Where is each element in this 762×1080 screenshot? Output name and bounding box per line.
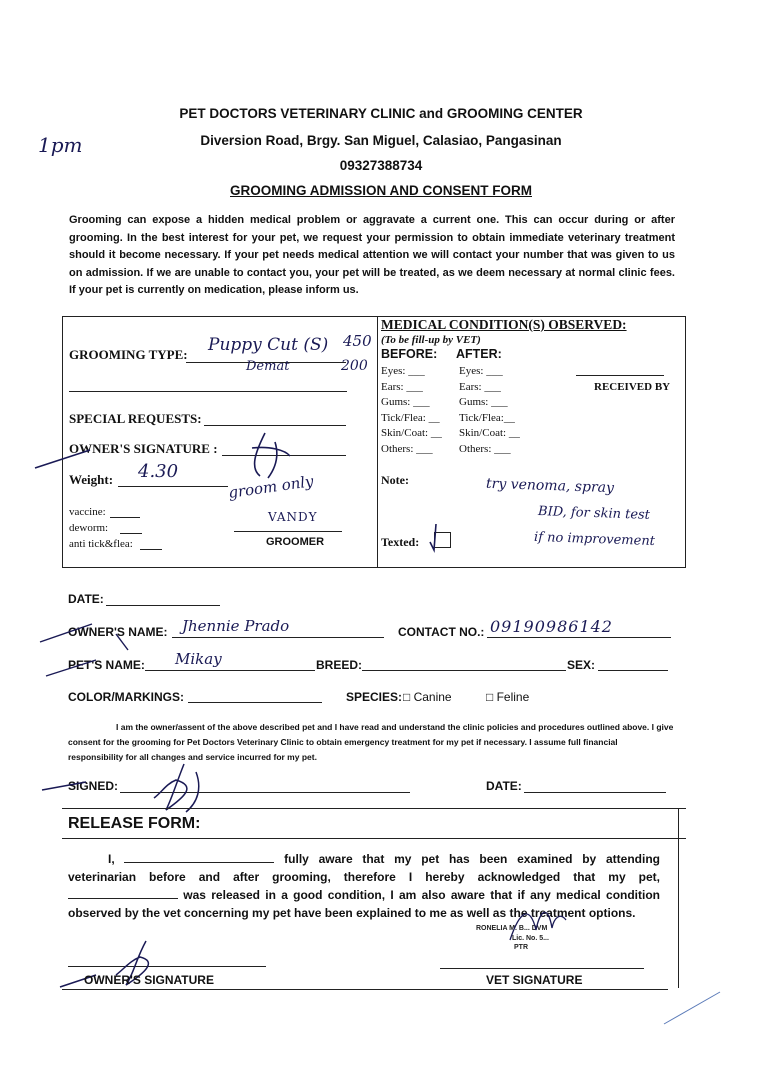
groom-note: groom only bbox=[227, 472, 315, 502]
release-title: RELEASE FORM: bbox=[68, 815, 201, 832]
release-owner-signature-label: OWNER'S SIGNATURE bbox=[84, 973, 214, 987]
vaccine-line[interactable] bbox=[110, 517, 140, 518]
grooming-type-price: 450 bbox=[343, 332, 372, 350]
date-line[interactable] bbox=[106, 605, 220, 606]
vet-signature-label: VET SIGNATURE bbox=[486, 973, 583, 987]
medical-subtitle: (To be fill-up by VET) bbox=[381, 334, 481, 346]
signed-label: SIGNED: bbox=[68, 779, 119, 793]
consent-paragraph: I am the owner/assent of the above described pet and I have read and understand the clinic policies and procedures outlined above. I give consent for the grooming for Pet Doctors Veterinary Clinic to obtain emergency treatment for my pet if necessary. I assume full financial responsibility for all changes and service incurred for my pet. bbox=[68, 722, 674, 762]
clinic-name: PET DOCTORS VETERINARY CLINIC and GROOMING CENTER bbox=[179, 106, 583, 121]
vet-signature-scribble bbox=[500, 900, 580, 950]
note-line-1: try venoma, spray bbox=[485, 475, 615, 497]
antitick-label: anti tick&flea: bbox=[69, 538, 133, 550]
received-by-line[interactable] bbox=[576, 375, 664, 376]
cross-marks bbox=[36, 610, 136, 680]
weight-value: 4.30 bbox=[138, 461, 179, 482]
contact-label: CONTACT NO.: bbox=[398, 625, 485, 639]
contact-line[interactable] bbox=[487, 637, 671, 638]
note-line-3: if no improvement bbox=[533, 529, 656, 550]
weight-label: Weight: bbox=[69, 472, 114, 487]
special-requests-label: SPECIAL REQUESTS: bbox=[69, 411, 202, 426]
grooming-extra-line bbox=[69, 391, 347, 392]
texted-check-mark bbox=[424, 520, 454, 554]
breed-line[interactable] bbox=[362, 670, 566, 671]
owner-signature-label: OWNER'S SIGNATURE : bbox=[69, 441, 218, 456]
deworm-line[interactable] bbox=[120, 533, 142, 534]
after-item: Gums: ___ bbox=[459, 396, 508, 409]
release-title-border bbox=[62, 838, 686, 839]
pet-name-line[interactable] bbox=[145, 670, 315, 671]
note-line-2: BID, for skin test bbox=[537, 504, 651, 523]
clinic-address: Diversion Road, Brgy. San Miguel, Calasiao, Pangasinan bbox=[200, 133, 562, 148]
vet-stamp-ptr: PTR bbox=[514, 944, 528, 951]
grooming-type-value2: Demat bbox=[246, 359, 290, 374]
signed-signature-scribble bbox=[36, 758, 236, 818]
before-item: Tick/Flea: __ bbox=[381, 411, 440, 424]
texted-label: Texted: bbox=[381, 535, 420, 549]
vet-stamp-lic: Lic. No. 5... bbox=[512, 935, 549, 942]
intro-paragraph: Grooming can expose a hidden medical problem or aggravate a current one. This can occur during or after grooming. In the best interest for your pet, we request your permission to obtain immediate veterinary treatment should it become necessary. If your pet needs medical attention we will contact your number that was given to us on admission. If we are unable to contact you, your pet will be treated, as we deem necessary at normal clinic fees. If your pet is currently on medication, please inform us. bbox=[69, 214, 675, 296]
pet-name-label: PET'S NAME: bbox=[68, 658, 145, 672]
note-label: Note: bbox=[381, 473, 409, 487]
species-feline-option[interactable]: □ Feline bbox=[486, 690, 530, 704]
release-right-border bbox=[678, 808, 679, 988]
owner-name-line[interactable] bbox=[172, 637, 384, 638]
breed-label: BREED: bbox=[316, 658, 363, 672]
groomer-label: GROOMER bbox=[266, 536, 325, 548]
special-requests-line[interactable] bbox=[204, 425, 346, 426]
color-label: COLOR/MARKINGS: bbox=[68, 690, 184, 704]
release-paragraph: I, fully aware that my pet has been examined by attending veterinarian before and after grooming, therefore I hereby acknowledged that my pet, was released in a good condition, I am also aware that if any medical condition observed by the vet concerning my pet have been explained to me as well as the treatment options. bbox=[68, 852, 661, 920]
before-item: Others: ___ bbox=[381, 442, 433, 455]
antitick-line[interactable] bbox=[140, 549, 162, 550]
after-item: Tick/Flea:__ bbox=[459, 411, 515, 424]
groomer-line bbox=[234, 531, 342, 532]
contact-value: 09190986142 bbox=[490, 617, 613, 636]
after-item: Skin/Coat: __ bbox=[459, 427, 520, 440]
release-owner-name-blank[interactable] bbox=[124, 851, 274, 863]
vet-signature-line[interactable] bbox=[440, 968, 644, 969]
box-divider bbox=[377, 316, 378, 568]
before-item: Skin/Coat: __ bbox=[381, 427, 442, 440]
sex-line[interactable] bbox=[598, 670, 668, 671]
deworm-label: deworm: bbox=[69, 522, 109, 534]
before-list bbox=[381, 364, 442, 458]
medical-title: MEDICAL CONDITION(S) OBSERVED: bbox=[381, 317, 627, 332]
signed-date-line[interactable] bbox=[524, 792, 666, 793]
form-title: GROOMING ADMISSION AND CONSENT FORM bbox=[230, 183, 532, 198]
before-item: Ears: ___ bbox=[381, 380, 423, 393]
release-bottom-border bbox=[62, 989, 668, 990]
date-label: DATE: bbox=[68, 592, 104, 606]
before-item: Gums: ___ bbox=[381, 396, 430, 409]
clinic-phone: 09327388734 bbox=[339, 158, 423, 173]
sex-label: SEX: bbox=[567, 658, 596, 672]
grooming-type-value[interactable]: Puppy Cut (S) bbox=[208, 335, 329, 355]
release-top-border bbox=[62, 808, 686, 809]
species-canine-option[interactable]: □ Canine bbox=[403, 690, 452, 704]
after-list bbox=[459, 364, 520, 458]
before-label: BEFORE: bbox=[381, 347, 438, 361]
after-item: Eyes: ___ bbox=[459, 365, 503, 377]
owner-name-label: OWNER'S NAME: bbox=[68, 625, 168, 639]
before-item: Eyes: ___ bbox=[381, 365, 425, 377]
margin-note: 1pm bbox=[38, 133, 83, 157]
species-label: SPECIES: bbox=[346, 690, 403, 704]
weight-line[interactable] bbox=[118, 486, 228, 487]
grooming-type-price2: 200 bbox=[341, 358, 368, 374]
signed-date-label: DATE: bbox=[486, 779, 522, 793]
groomer-name: VANDY bbox=[268, 510, 318, 524]
after-item: Ears: ___ bbox=[459, 380, 501, 393]
release-pet-name-blank[interactable] bbox=[68, 887, 178, 899]
after-label: AFTER: bbox=[456, 347, 502, 361]
vaccine-label: vaccine: bbox=[69, 506, 106, 518]
grooming-type-label: GROOMING TYPE: bbox=[69, 347, 188, 362]
after-item: Others: ___ bbox=[459, 442, 511, 455]
pet-name-value: Mikay bbox=[175, 650, 222, 668]
vet-stamp-name: RONELIA M. B... DVM bbox=[476, 925, 548, 932]
owner-name-value: Jhennie Prado bbox=[182, 617, 290, 635]
stray-pen-mark bbox=[660, 990, 740, 1030]
color-line[interactable] bbox=[188, 702, 322, 703]
received-by-label: RECEIVED BY bbox=[594, 381, 671, 393]
